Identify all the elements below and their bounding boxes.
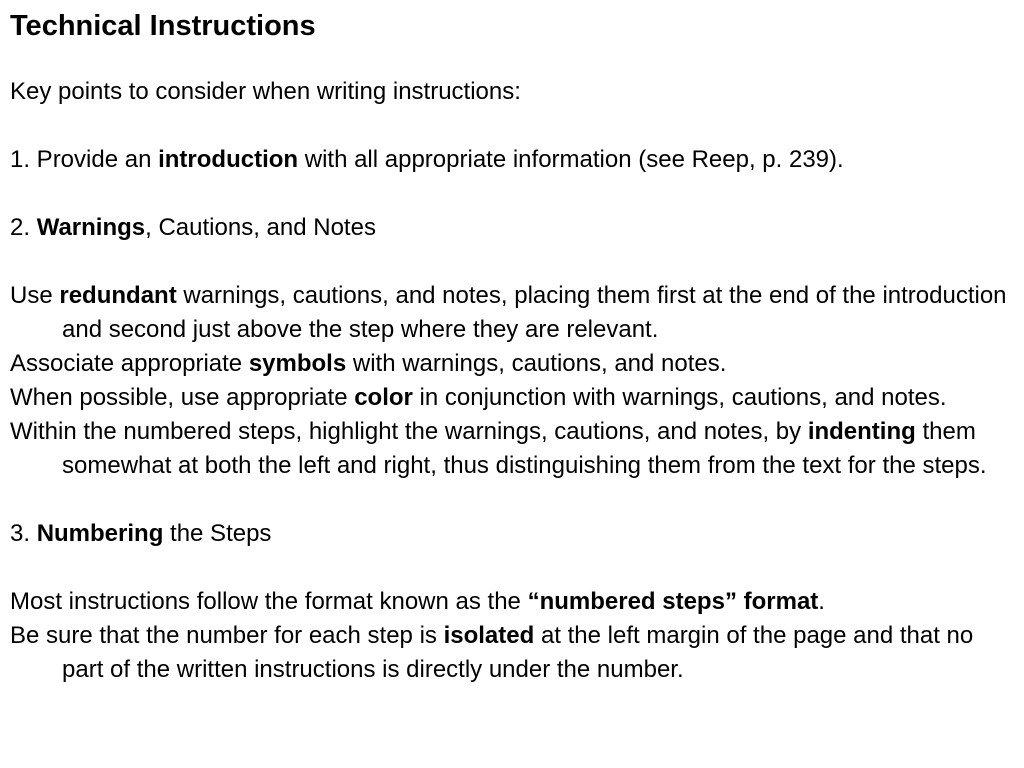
warning-item-indenting xyxy=(10,415,1014,483)
point-2-suffix: , Cautions, and Notes xyxy=(145,214,376,241)
point-1-introduction xyxy=(10,143,1014,177)
point-1-suffix: with all appropriate information (see Reep, p. 239). xyxy=(298,146,844,173)
point-2-heading xyxy=(10,211,1014,245)
numbering-item-format xyxy=(10,585,1014,619)
warning-item-bold: redundant xyxy=(59,282,177,309)
numbering-item-prefix: Most instructions follow the format known as the xyxy=(10,588,528,615)
point-1-prefix: 1. Provide an xyxy=(10,146,159,173)
numbering-item-bold: “numbered steps” format xyxy=(527,588,819,615)
point-1-bold: introduction xyxy=(158,146,299,173)
point-2-prefix: 2. xyxy=(10,214,37,241)
numbering-item-isolated xyxy=(10,619,1014,687)
warning-item-prefix: Within the numbered steps, highlight the warnings, cautions, and notes, by xyxy=(10,418,808,445)
page-title: Technical Instructions xyxy=(10,10,316,42)
point-3-suffix: the Steps xyxy=(163,520,272,547)
warning-item-prefix: Associate appropriate xyxy=(10,350,249,377)
warning-item-symbols xyxy=(10,347,1014,381)
numbering-item-bold: isolated xyxy=(443,622,535,649)
numbering-item-prefix: Be sure that the number for each step is xyxy=(10,622,444,649)
point-3-heading xyxy=(10,517,1014,551)
warning-item-prefix: Use xyxy=(10,282,60,309)
warning-item-bold: color xyxy=(354,384,413,411)
point-3-bold: Numbering xyxy=(36,520,164,547)
warning-item-redundant xyxy=(10,279,1014,347)
warning-item-bold: indenting xyxy=(807,418,916,445)
warning-item-bold: symbols xyxy=(248,350,347,377)
warning-item-color xyxy=(10,381,1014,415)
slide-content xyxy=(10,8,1014,687)
warning-item-prefix: When possible, use appropriate xyxy=(10,384,355,411)
warning-item-suffix: them somewhat at both the left and right, thus distinguishing them from the text for the steps. xyxy=(62,418,987,479)
intro-text: Key points to consider when writing instructions: xyxy=(10,78,521,105)
warning-item-suffix: in conjunction with warnings, cautions, and notes. xyxy=(412,384,947,411)
warning-item-suffix: with warnings, cautions, and notes. xyxy=(346,350,727,377)
point-2-bold: Warnings xyxy=(36,214,146,241)
numbering-item-suffix: . xyxy=(818,588,825,615)
warning-item-suffix: warnings, cautions, and notes, placing them first at the end of the introduction and second just above the step where they are relevant. xyxy=(62,282,1007,343)
numbering-item-suffix: at the left margin of the page and that no part of the written instructions is directly under the number. xyxy=(62,622,974,683)
point-3-prefix: 3. xyxy=(10,520,37,547)
